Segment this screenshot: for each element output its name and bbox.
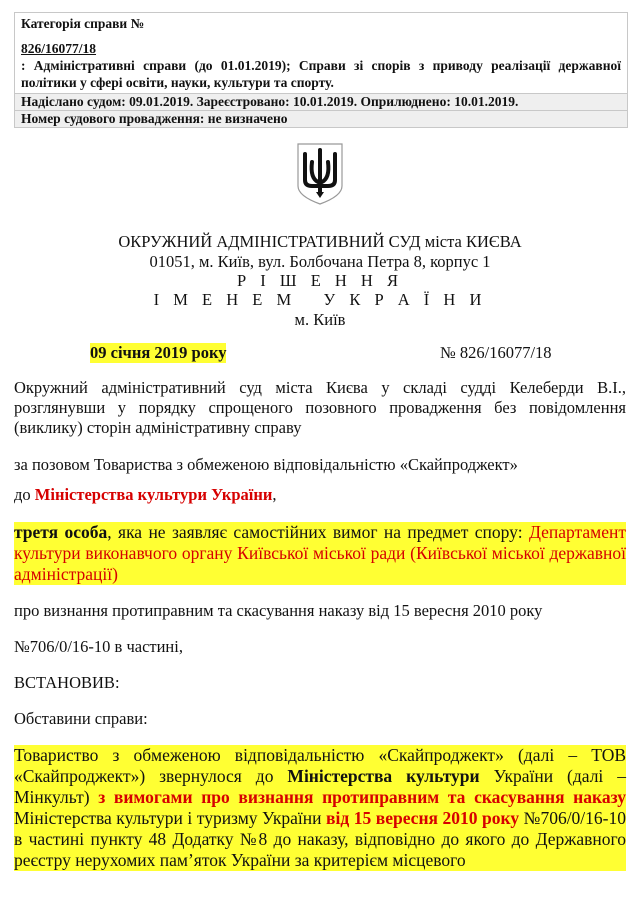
coat-of-arms-icon xyxy=(296,142,344,206)
proceeding-number-row: Номер судового провадження: не визначено xyxy=(15,110,627,127)
facts-paragraph xyxy=(14,745,626,871)
subject-line: про визнання протиправним та скасування наказу від 15 вересня 2010 року xyxy=(14,601,543,620)
facts-text-5: Міністерства культури і туризму України xyxy=(14,808,327,828)
facts-ministry-bold: Міністерства культури xyxy=(287,766,480,786)
facts-text-1: Товариство з обмеженою відповідальністю «Скайпроджект» (далі – ТОВ «Скайпроджект») звернулося до xyxy=(14,745,626,786)
facts-date-red: від 15 вересня 2010 року xyxy=(326,808,520,828)
category-label: Категорія справи № xyxy=(21,16,145,31)
decision-title: Р І Ш Е Н Н Я xyxy=(237,271,403,290)
case-info-box xyxy=(14,12,628,128)
facts-claim-red: з вимогами про визнання протиправним та скасування наказу xyxy=(98,787,626,807)
case-number-link[interactable]: 826/16077/18 xyxy=(21,41,97,56)
decision-number: № 826/16077/18 xyxy=(440,343,552,362)
defendant-suffix: , xyxy=(272,485,277,504)
decision-date: 09 січня 2019 року xyxy=(90,343,227,362)
court-name: ОКРУЖНИЙ АДМІНІСТРАТИВНИЙ СУД міста КИЄВА xyxy=(118,232,522,251)
intro-paragraph: Окружний адміністративний суд міста Києва у складі судді Келеберди В.І., розглянувши у порядку спрощеного позовного провадження без повідомлення (виклику) сторін адміністративну справу xyxy=(14,378,626,437)
dates-row: Надіслано судом: 09.01.2019. Зареєстровано: 10.01.2019. Оприлюднено: 10.01.2019. xyxy=(15,93,627,110)
order-number-line: №706/0/16-10 в частині, xyxy=(14,637,183,656)
defendant-prefix: до xyxy=(14,485,35,504)
third-party-text: , яка не заявляє самостійних вимог на предмет спору: xyxy=(107,522,529,542)
defendant-line xyxy=(14,485,626,505)
case-category-section xyxy=(15,13,627,93)
in-the-name-of-ukraine: І М Е Н Е М У К Р А Ї Н И xyxy=(153,290,487,309)
plaintiff-line: за позовом Товариства з обмеженою відповідальністю «Скайпроджект» xyxy=(14,455,518,474)
decision-city: м. Київ xyxy=(294,310,346,329)
facts-text-7: №706/0/16-10 в частині пункту 48 Додатку №8 до наказу, відповідно до якого до Державного реєстру нерухомих пам’яток України за критерієм місцевого xyxy=(14,808,626,870)
category-description: : Адміністративні справи (до 01.01.2019); Справи зі спорів з приводу реалізації державної політики у сфері освіти, науки, культури та спорту. xyxy=(21,58,621,90)
third-party-label: третя особа xyxy=(14,522,108,542)
established-heading: ВСТАНОВИВ: xyxy=(14,673,120,692)
court-address: 01051, м. Київ, вул. Болбочана Петра 8, корпус 1 xyxy=(149,252,491,271)
third-party-paragraph xyxy=(14,522,626,585)
facts-text-3: України (далі – Мінкульт) xyxy=(14,766,627,807)
circumstances-heading: Обставини справи: xyxy=(14,709,148,728)
defendant-name: Міністерства культури України xyxy=(34,485,273,504)
third-party-name: Департамент культури виконавчого органу Київської міської ради (Київської міської державної адміністрації) xyxy=(14,522,626,584)
